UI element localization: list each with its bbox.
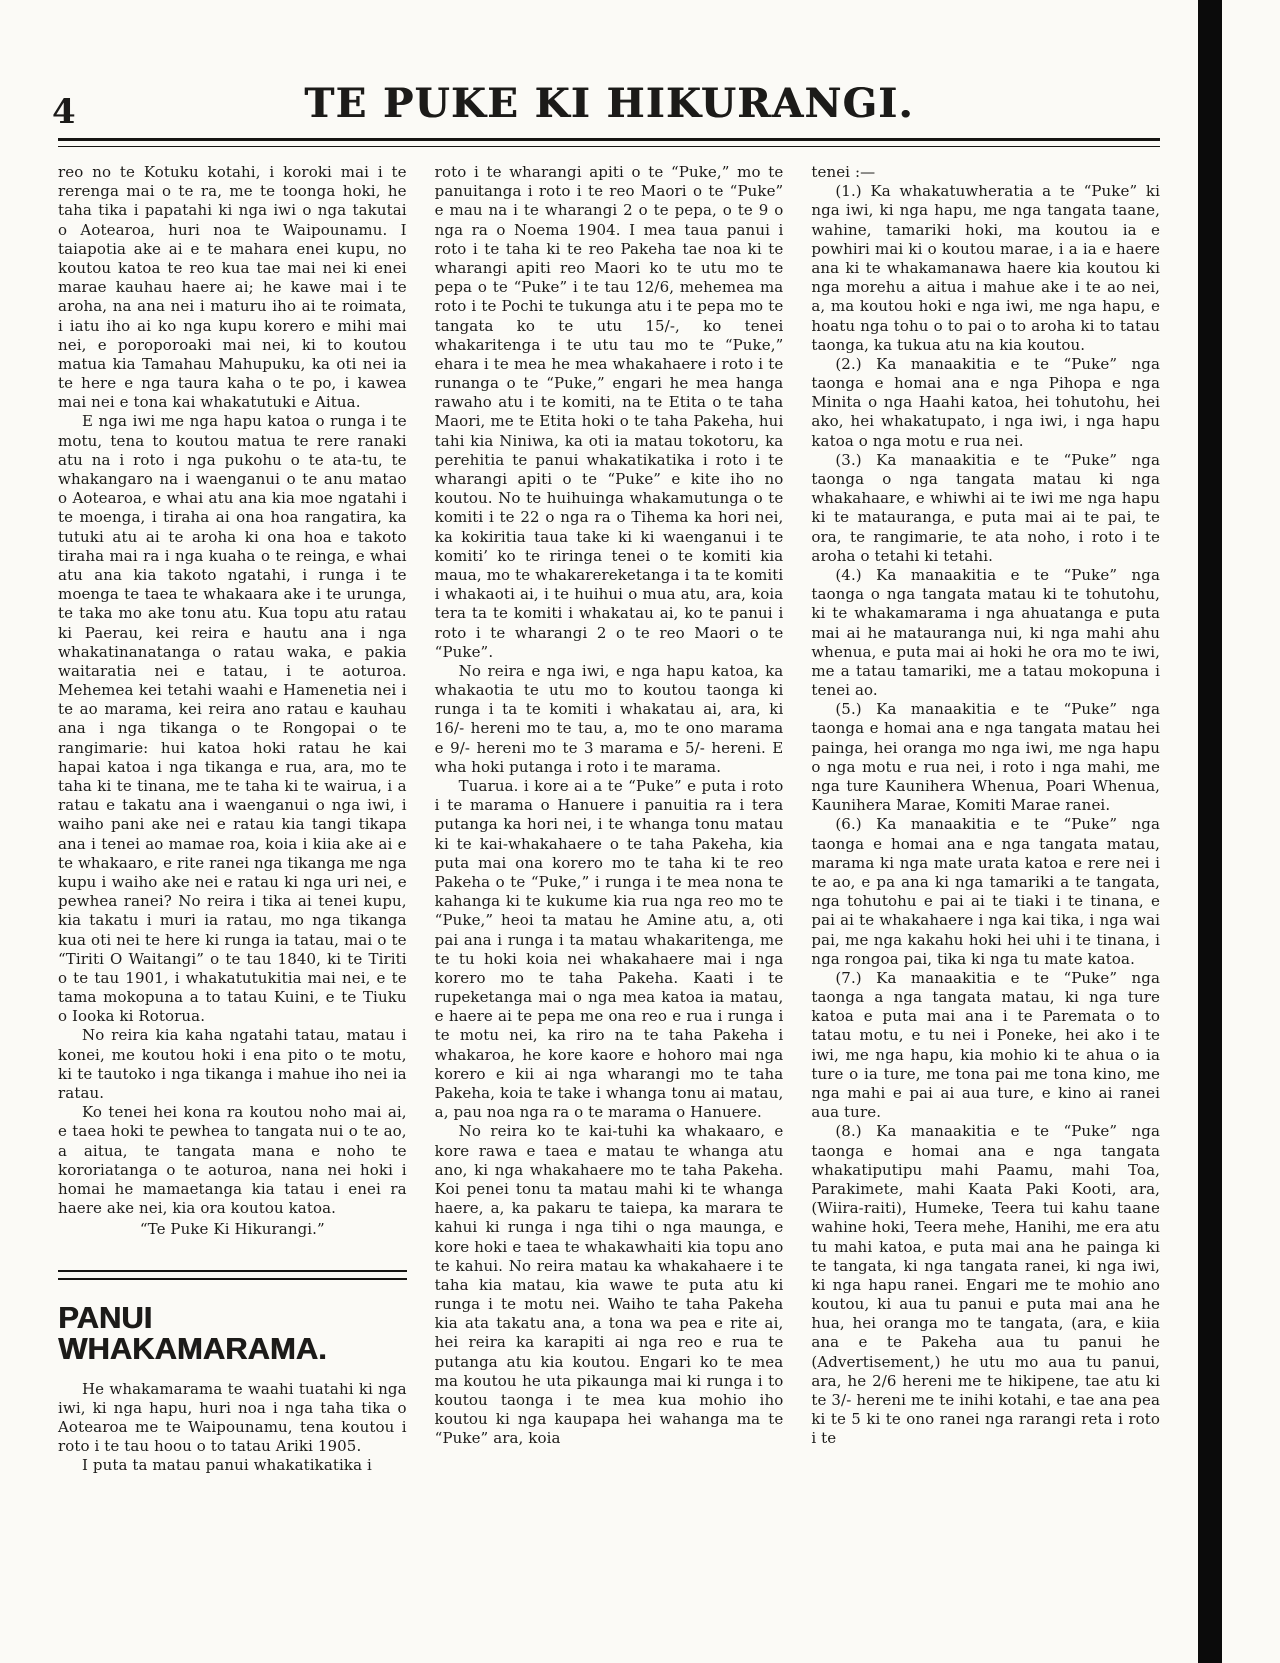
article-paragraph: (7.) Ka manaakitia e te “Puke” nga taonga a nga tangata matau, ki nga ture katoa e puta mai ana i te Paremata o to tatau motu, e tu nei i Poneke, hei ako i te iwi, me nga hapu, kia mohio ki te ahua o ia ture o ia ture, me tona pai me tona kino, me nga mahi e pai ai aua ture, e kino ai ranei aua ture. (811, 968, 1161, 1122)
article-paragraph: reo no te Kotuku kotahi, i koroki mai i te rerenga mai o te ra, me te toonga hoki, he taha tika i papatahi ki nga iwi o nga takutai o Aotearoa, huri noa te Waipounamu. I taiapotia ake ai e te mahara enei kupu, no koutou katoa te reo kua tae mai nei ki enei marae kauhau haere ai; he kawe mai i te aroha, na ana nei i maturu iho ai te roimata, i iatu iho ai ko nga kupu korero e mihi mai nei, e poroporoaki mai nei, ki to koutou matua kia Tamahau Mahupuku, ka oti nei ia te here e nga taura kaha o te po, i kawea mai nei e tona kai whakatutuki e Aitua. (58, 163, 407, 412)
article-paragraph: (1.) Ka whakatuwheratia a te “Puke” ki nga iwi, ki nga hapu, me nga tangata taane, wahine, tamariki hoki, ma koutou ia e powhiri mai ki o koutou marae, i a ia e haere ana ki te whakamanawa haere kia koutou ki nga morehu a aitua i mahue ake i te ao nei, a, ma koutou hoki e nga iwi, me nga hapu, e hoatu nga tohu o to pai o to aroha ki to tatau taonga, ka tukua atu na kia koutou. (811, 182, 1161, 354)
article-paragraph: (8.) Ka manaakitia e te “Puke” nga taonga e homai ana e nga tangata whakatiputipu mahi Paamu, mahi Toa, Parakimete, mahi Kaata Paki Kooti, ara, (Wiira-raiti), Humeke, Teera tui kahu taane wahine hoki, Teera mehe, Hanihi, me era atu tu mahi katoa, e puta mai ana he painga ki te tangata, ki nga tangata ranei, ki nga iwi, ki nga hapu ranei. Engari me te mohio ano koutou, ki aua tu panui e puta mai ana he hua, hei oranga mo te tangata, (ara, e kiia ana e te Pakeha aua tu panui he (Advertisement,) he utu mo aua tu panui, ara, he 2/6 hereni me te hikipene, tae atu ki te 3/- hereni me te inihi kotahi, e tae ana pea ki te 5 ki te ono ranei nga rarangi reta i roto i te (811, 1122, 1161, 1448)
article-paragraph: roto i te wharangi apiti o te “Puke,” mo te panuitanga i roto i te reo Maori o te “Puke” e mau na i te wharangi 2 o te pepa, o te 9 o nga ra o Noema 1904. I mea taua panui i roto i te taha ki te reo Pakeha tae noa ki te wharangi apiti reo Maori ko te utu mo te pepa o te “Puke” i te tau 12/6, mehemea ma roto i te Pochi te tukunga atu i te pepa mo te tangata ko te utu 15/-, ko tenei whakaritenga i te utu tau mo te “Puke,” ehara i te mea he mea whakahaere i roto i te runanga o te “Puke,” engari he mea hanga rawaho atu i te komiti, na te Etita o te taha Maori, me te Etita hoki o te taha Pakeha, hui tahi kia Niniwa, ka oti ia matau tokotoru, ka perehitia te panui whakatikatika i roto i te wharangi apiti o te “Puke” e kite iho no koutou. No te huihuinga whakamutunga o te komiti i te 22 o nga ra o Tihema ka hori nei, ka kokiritia taua take ki ki waenganui i te komiti’ ko te riringa tenei o te komiti kia maua, mo te whakarereketanga i ta te komiti i whakaoti ai, i te huihui o mua atu, ara, koia tera ta te komiti i whakatau ai, ko te panui i roto i te wharangi 2 o te reo Maori o te “Puke”. (434, 163, 784, 661)
article-paragraph: Ko tenei hei kona ra koutou noho mai ai, e taea hoki te pewhea to tangata nui o te ao, a aitua, te tangata mana e noho te kororiatanga o te aoturoa, nana nei hoki i homai he mamaetanga kia tatau i enei ra haere ake nei, kia ora koutou katoa. (58, 1103, 407, 1218)
article-columns (58, 163, 1160, 1475)
article-paragraph: (6.) Ka manaakitia e te “Puke” nga taonga e homai ana e nga tangata matau, marama ki nga mate urata katoa e rere nei i te ao, e pa ana ki nga tamariki a te tangata, nga tohutohu e pai ai te tiaki i te tinana, e pai ai te whakahaere i nga kai tika, i nga wai pai, me nga kakahu hoki hei uhi i te tinana, i nga rongoa pai, tika ki nga tu mate katoa. (811, 815, 1161, 968)
article-paragraph: No reira ko te kai-tuhi ka whakaaro, e kore rawa e taea e matau te whanga atu ano, ki nga whakahaere mo te taha Pakeha. Koi penei tonu ta matau mahi ki te whanga haere, a, ka pakaru te taiepa, ka marara te kahui ki runga i nga tihi o nga maunga, e kore hoki e taea te whakawhaiti kia topu ano te kahui. No reira matau ka whakahaere i te taha kia matau, kia wawe te puta atu ki runga i te motu nei. Waiho te taha Pakeha kia ata takatu ana, a tona wa pea e rite ai, hei reira ka karapiti ai nga reo e rua te putanga atu kia koutou. Engari ko te mea ma koutou he uta pikaunga mai ki runga i to koutou taonga i te mea kua mohio iho koutou ki nga kaupapa hei wahanga ma te “Puke” ara, koia (434, 1122, 784, 1448)
section-divider-rule (58, 1270, 407, 1280)
article-paragraph: (2.) Ka manaakitia e te “Puke” nga taonga e homai ana e nga Pihopa e nga Minita o nga Haahi katoa, hei tohutohu, hei ako, hei whakatupato, i nga iwi, i nga hapu katoa o nga motu e rua nei. (811, 354, 1161, 450)
scan-edge-bar (1198, 0, 1222, 1663)
article-paragraph: I puta ta matau panui whakatikatika i (82, 1456, 372, 1475)
article-signature: “Te Puke Ki Hikurangi.” (139, 1220, 325, 1239)
article-paragraph: No reira e nga iwi, e nga hapu katoa, ka whakaotia te utu mo to koutou taonga ki runga i ta te komiti i whakatau ai, ara, ki 16/- hereni mo te tau, a, mo te ono marama e 9/- hereni mo te 3 marama e 5/- hereni. E wha hoki putanga i roto i te marama. (434, 661, 784, 776)
section-heading: PANUI WHAKAMARAMA. (58, 1299, 327, 1366)
newspaper-title: TE PUKE KI HIKURANGI. (304, 80, 914, 127)
article-paragraph: tenei :— (811, 163, 876, 181)
article-paragraph: (4.) Ka manaakitia e te “Puke” nga taonga o nga tangata matau ki te tohutohu, ki te whakamarama i nga ahuatanga e puta mai ai he matauranga nui, ki nga mahi ahu whenua, e puta mai ai hoki he ora mo te iwi, me a tatau tamariki, me a tatau mokopuna i tenei ao. (811, 565, 1161, 700)
page-header (0, 0, 1280, 130)
article-paragraph: (5.) Ka manaakitia e te “Puke” nga taonga e homai ana e nga tangata matau hei painga, hei oranga mo nga iwi, me nga hapu o nga motu e rua nei, i roto i nga mahi, me nga ture Kaunihera Whenua, Poari Whenua, Kaunihera Marae, Komiti Marae ranei. (811, 700, 1161, 815)
article-paragraph: E nga iwi me nga hapu katoa o runga i te motu, tena to koutou matua te rere ranaki atu na i roto i nga pukohu o te ata-tu, te whakangaro na i waenganui o te anu matao o Aotearoa, e whai atu ana kia moe ngatahi i te moenga, i tiraha ai ona hoa rangatira, ka tutuki atu ai te aroha ki ona hoa e takoto tiraha mai ra i nga kuaha o te reinga, e whai atu ana kia takoto ngatahi, i runga i te moenga te taea te whakaara ake i te urunga, te taka mo ake tonu atu. Kua topu atu ratau ki Paerau, kei reira e hautu ana i nga whakatinanatanga o ratau waka, e pakia waitaratia nei e tatau, i te aoturoa. Mehemea kei tetahi waahi e Hamenetia nei i te ao marama, kei reira ano ratau e kauhau ana i nga tikanga o te Rongopai o te rangimarie: hui katoa hoki ratau he kai hapai katoa i nga tikanga e rua, ara, mo te taha ki te tinana, me te taha ki te wairua, i a ratau e takatu ana i waenganui o nga iwi, i waiho pani ake nei e ratau kia tangi tikapa ana i tenei ao mamae roa, koia i kiia ake ai e te whakaaro, e rite ranei nga tikanga me nga kupu i waiho ake nei e ratau ki nga uri nei, e pewhea ranei? No reira i tika ai tenei kupu, kia takatu i muri ia ratau, mo nga tikanga kua oti nei te here ki runga ia tatau, mai o te “Tiriti O Waitangi” o te tau 1840, ki te Tiriti o te tau 1901, i whakatutukitia mai nei, e te tama mokopuna a to tatau Kuini, e te Tiuku o Iooka ki Rotorua. (58, 412, 407, 1026)
article-paragraph: He whakamarama te waahi tuatahi ki nga iwi, ki nga hapu, huri noa i nga taha tika o Aotearoa me te Waipounamu, tena koutou i roto i te tau hoou o to tatau Ariki 1905. (58, 1379, 407, 1456)
header-rule (58, 138, 1160, 147)
article-paragraph: No reira kia kaha ngatahi tatau, matau i konei, me koutou hoki i ena pito o te motu, ki te tautoko i nga tikanga i mahue iho nei ia ratau. (58, 1026, 407, 1102)
column-1 (58, 163, 407, 1475)
page-number: 4 (52, 92, 76, 132)
article-paragraph: Tuarua. i kore ai a te “Puke” e puta i roto i te marama o Hanuere i panuitia ra i tera putanga ka hori nei, i te whanga tonu matau ki te kai-whakahaere o te taha Pakeha, kia puta mai ona korero mo te taha ki te reo Pakeha o te “Puke,” i runga i te mea nona te kahanga ki te kukume kia rua nga reo mo te “Puke,” heoi ta matau he Amine atu, a, oti pai ana i runga i ta matau whakaritenga, me te tu hoki koia nei whakahaere mai i nga korero mo te taha Pakeha. Kaati i te rupeketanga mai o nga mea katoa ia matau, e haere ai te pepa me ona reo e rua i runga i te motu nei, ka riro na te taha Pakeha i whakaroa, he kore kaore e hohoro mai nga korero e kii ai nga wharangi mo te taha Pakeha, koia te take i whanga tonu ai matau, a, pau noa nga ra o te marama o Hanuere. (434, 777, 784, 1122)
column-2 (435, 163, 784, 1449)
article-paragraph: (3.) Ka manaakitia e te “Puke” nga taonga o nga tangata matau ki nga whakahaare, e whiwhi ai te iwi me nga hapu ki te matauranga, e puta mai ai te pai, te ora, te rangimarie, te ata noho, i roto i te aroha o tetahi ki tetahi. (811, 450, 1161, 565)
column-3 (811, 163, 1160, 1449)
